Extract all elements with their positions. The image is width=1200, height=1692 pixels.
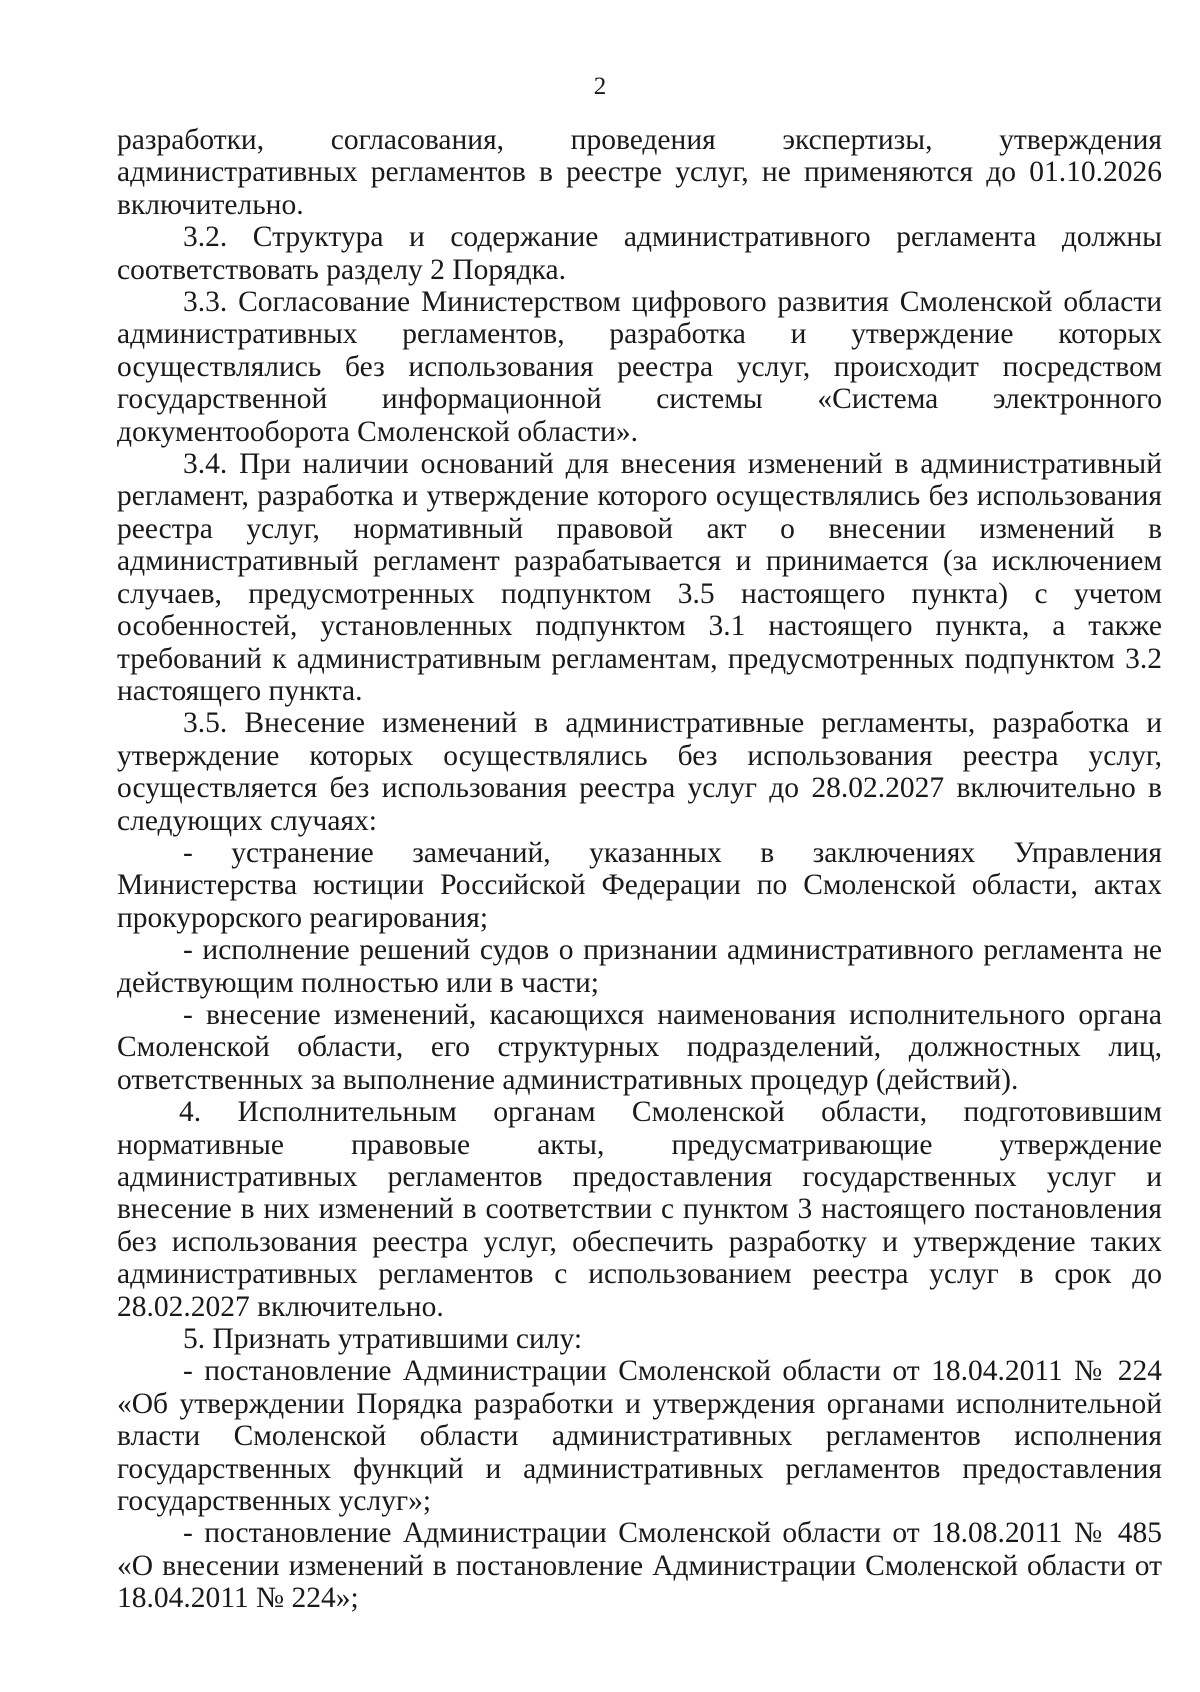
page-number: 2	[593, 73, 607, 100]
document-body	[117, 124, 1162, 1615]
paragraph-3-5: 3.5. Внесение изменений в административные регламенты, разработка и утверждение которых осуществлялись без использования реестра услуг, осуществляется без использования реестра услуг до 28.02.2027 включительно в следующих случаях:	[117, 707, 1162, 837]
paragraph-3-2: 3.2. Структура и содержание административного регламента должны соответствовать разделу 2 Порядка.	[117, 221, 1162, 286]
paragraph-4: 4. Исполнительным органам Смоленской области, подготовившим нормативные правовые акты, предусматривающие утверждение административных регламентов предоставления государственных услуг и внесение в них изменений в соответствии с пунктом 3 настоящего постановления без использования реестра услуг, обеспечить разработку и утверждение таких административных регламентов с использованием реестра услуг в срок до 28.02.2027 включительно.	[117, 1096, 1162, 1323]
paragraph-3-4: 3.4. При наличии оснований для внесения изменений в административный регламент, разработка и утверждение которого осуществлялись без использования реестра услуг, нормативный правовой акт о внесении изменений в административный регламент разрабатывается и принимается (за исключением случаев, предусмотренных подпунктом 3.5 настоящего пункта) с учетом особенностей, установленных подпунктом 3.1 настоящего пункта, а также требований к административным регламентам, предусмотренных подпунктом 3.2 настоящего пункта.	[117, 448, 1162, 707]
paragraph-3-3: 3.3. Согласование Министерством цифрового развития Смоленской области административных регламентов, разработка и утверждение которых осуществлялись без использования реестра услуг, происходит посредством государственной информационной системы «Система электронного документооборота Смоленской области».	[117, 286, 1162, 448]
list-item-resolution-224: - постановление Администрации Смоленской области от 18.04.2011 № 224 «Об утверждении Порядка разработки и утверждения органами исполнительной власти Смоленской области административных регламентов исполнения государственных функций и административных регламентов предоставления государственных услуг»;	[117, 1355, 1162, 1518]
list-item-court-decisions: - исполнение решений судов о признании административного регламента не действующим полностью или в части;	[117, 934, 1162, 999]
list-item-remarks: - устранение замечаний, указанных в заключениях Управления Министерства юстиции Российской Федерации по Смоленской области, актах прокурорского реагирования;	[117, 836, 1162, 934]
paragraph-continuation: разработки, согласования, проведения экспертизы, утверждения административных регламентов в реестре услуг, не применяются до 01.10.2026 включительно.	[117, 124, 1162, 221]
paragraph-5: 5. Признать утратившими силу:	[183, 1323, 583, 1356]
list-item-name-changes: - внесение изменений, касающихся наименования исполнительного органа Смоленской области, его структурных подразделений, должностных лиц, ответственных за выполнение административных процедур (действий).	[117, 998, 1162, 1096]
list-item-resolution-485: - постановление Администрации Смоленской области от 18.08.2011 № 485 «О внесении изменений в постановление Администрации Смоленской области от 18.04.2011 № 224»;	[117, 1517, 1162, 1615]
